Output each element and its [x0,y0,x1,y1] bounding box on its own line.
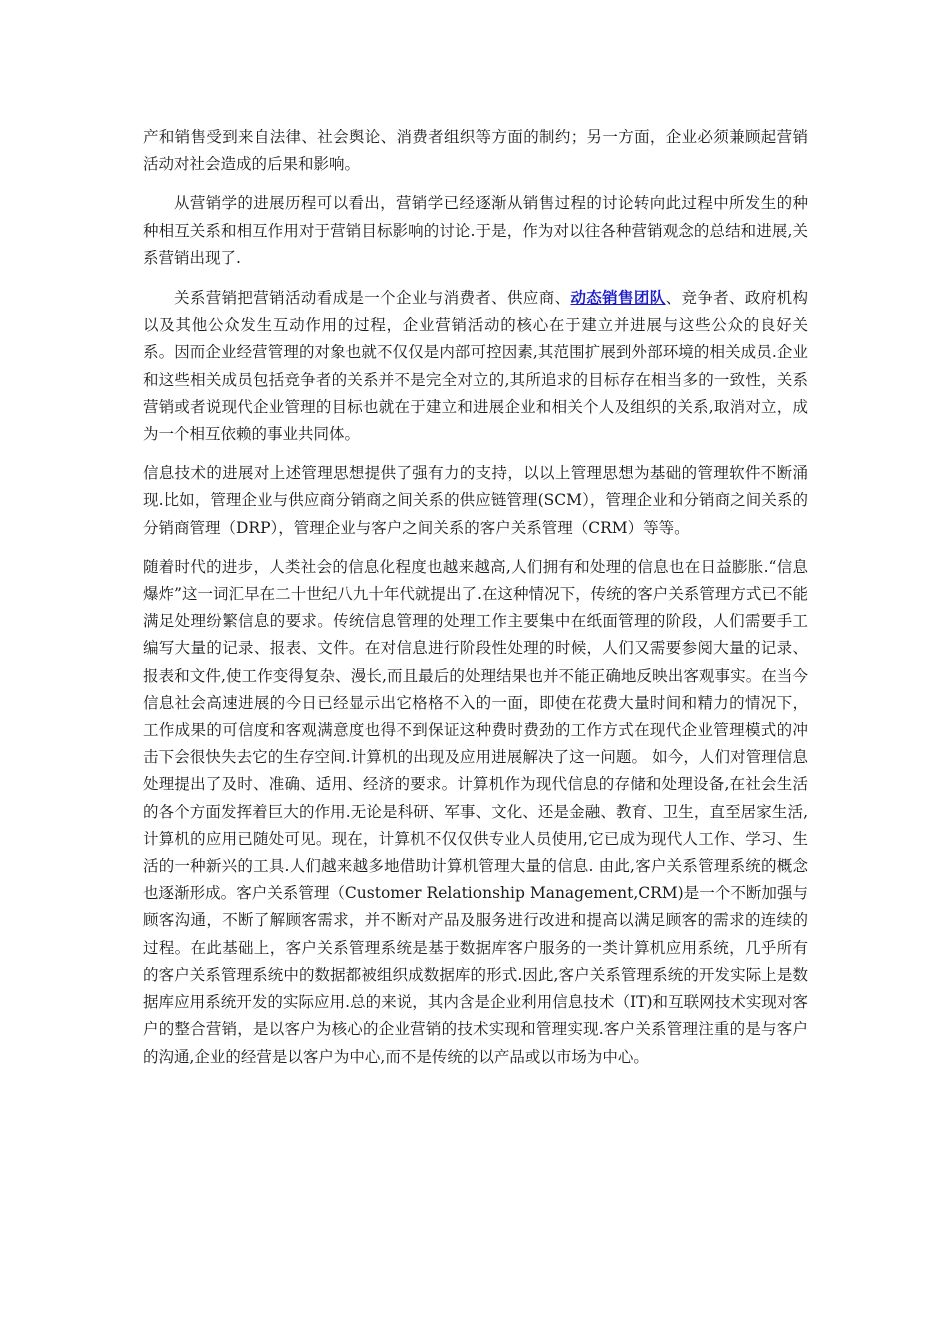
paragraph-2: 从营销学的进展历程可以看出，营销学已经逐渐从销售过程的讨论转向此过程中所发生的种种相互关系和相互作用对于营销目标影响的讨论.于是，作为对以往各种营销观念的总结和进展,关系营销出现了. [143,194,808,267]
paragraph-4: 信息技术的进展对上述管理思想提供了强有力的支持，以以上管理思想为基础的管理软件不断涌现.比如，管理企业与供应商分销商之间关系的供应链管理(SCM），管理企业和分销商之间关系的分销商管理（DRP），管理企业与客户之间关系的客户关系管理（CRM）等等。 [143,464,808,537]
document-body [143,124,808,1083]
paragraph-3 [143,284,808,448]
paragraph-3-text-before: 关系营销把营销活动看成是一个企业与消费者、供应商、 [174,289,571,308]
paragraph-3-text-after: 、竞争者、政府机构以及其他公众发生互动作用的过程，企业营销活动的核心在于建立并进展与这些公众的良好关系。因而企业经营管理的对象也就不仅仅是内部可控因素,其范围扩展到外部环境的相关成员.企业和这些相关成员包括竞争者的关系并不是完全对立的,其所追求的目标存在相当多的一致性，关系营销或者说现代企业管理的目标也就在于建立和进展企业和相关个人及组织的关系,取消对立，成为一个相互依赖的事业共同体。 [143,289,808,444]
dynamic-sales-team-link[interactable]: 动态销售团队 [570,288,666,308]
paragraph-1: 产和销售受到来自法律、社会舆论、消费者组织等方面的制约；另一方面，企业必须兼顾起营销活动对社会造成的后果和影响。 [143,128,808,174]
paragraph-5: 随着时代的进步，人类社会的信息化程度也越来越高,人们拥有和处理的信息也在日益膨胀.“信息爆炸”这一词汇早在二十世纪八九十年代就提出了.在这种情况下，传统的客户关系管理方式已不能满足处理纷繁信息的要求。传统信息管理的处理工作主要集中在纸面管理的阶段，人们需要手工编写大量的记录、报表、文件。在对信息进行阶段性处理的时候，人们又需要参阅大量的记录、报表和文件,使工作变得复杂、漫长,而且最后的处理结果也并不能正确地反映出客观事实。在当今信息社会高速进展的今日已经显示出它格格不入的一面，即使在花费大量时间和精力的情况下，工作成果的可信度和客观满意度也得不到保证这种费时费劲的工作方式在现代企业管理模式的冲击下会很快失去它的生存空间.计算机的出现及应用进展解决了这一问题。 如今，人们对管理信息处理提出了及时、准确、适用、经济的要求。计算机作为现代信息的存储和处理设备,在社会生活的各个方面发挥着巨大的作用.无论是科研、军事、文化、还是金融、教育、卫生，直至居家生活,计算机的应用已随处可见。现在，计算机不仅仅供专业人员使用,它已成为现代人工作、学习、生活的一种新兴的工具.人们越来越多地借助计算机管理大量的信息. 由此,客户关系管理系统的概念也逐渐形成。客户关系管理（Customer Relationship Management,CRM)是一个不断加强与顾客沟通，不断了解顾客需求，并不断对产品及服务进行改进和提高以满足顾客的需求的连续的过程。在此基础上，客户关系管理系统是基于数据库客户服务的一类计算机应用系统，几乎所有的客户关系管理系统中的数据都被组织成数据库的形式.因此,客户关系管理系统的开发实际上是数据库应用系统开发的实际应用.总的来说，其内含是企业利用信息技术（IT)和互联网技术实现对客户的整合营销，是以客户为核心的企业营销的技术实现和管理实现.客户关系管理注重的是与客户的沟通,企业的经营是以客户为中心,而不是传统的以产品或以市场为中心。 [143,557,808,1066]
